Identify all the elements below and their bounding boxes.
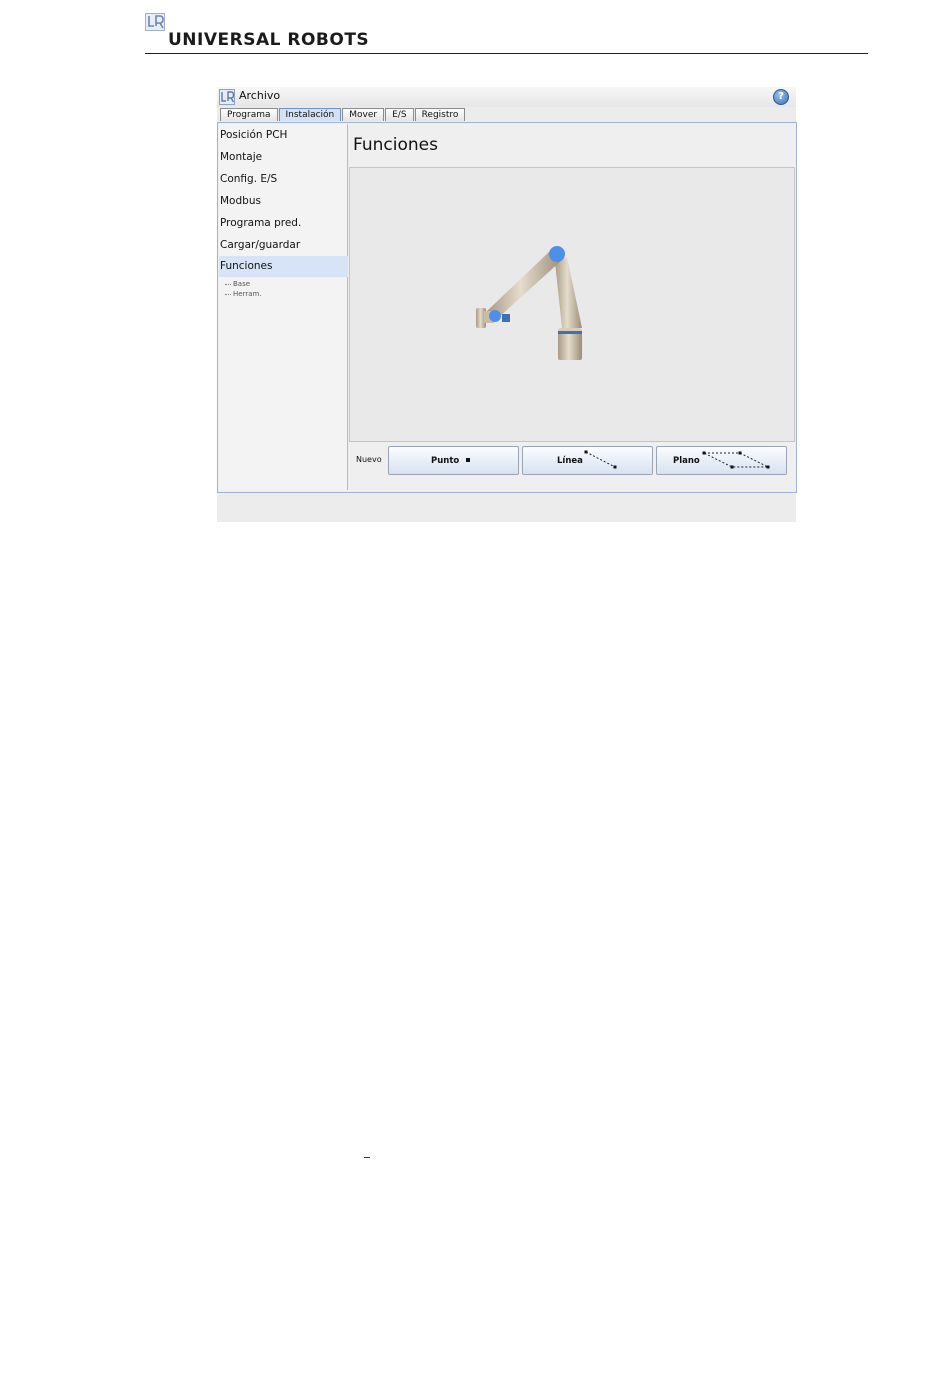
- polyscope-window: [217, 87, 796, 522]
- tree-item-label: Base: [233, 280, 251, 288]
- tree-connector: [225, 294, 231, 295]
- tab-mover[interactable]: Mover: [342, 108, 384, 121]
- robot-arm-illustration: [350, 168, 794, 441]
- status-bar: [217, 493, 796, 522]
- ur-logo-icon: [145, 13, 165, 31]
- tree-item-label: Herram.: [233, 290, 262, 298]
- file-menu[interactable]: Archivo: [239, 89, 281, 102]
- tree-item-herram[interactable]: [225, 290, 262, 298]
- tab-registro[interactable]: Registro: [415, 108, 466, 121]
- tab-programa[interactable]: Programa: [220, 108, 278, 121]
- brand-name: UNIVERSAL ROBOTS: [168, 30, 370, 50]
- sidebar-item-funciones[interactable]: Funciones: [219, 256, 348, 277]
- robot-upper-arm: [487, 250, 562, 319]
- robot-3d-view[interactable]: [349, 167, 795, 442]
- document-header: [145, 10, 868, 55]
- page-mark: [364, 1157, 370, 1158]
- sidebar-item-cargar-guardar[interactable]: Cargar/guardar: [220, 239, 301, 251]
- line-icon: [583, 449, 619, 471]
- tree-connector: [225, 284, 231, 285]
- new-feature-bar: [349, 443, 793, 475]
- sidebar-item-config-es[interactable]: Config. E/S: [220, 173, 278, 185]
- new-point-button[interactable]: [388, 446, 519, 475]
- button-label: Punto: [431, 456, 460, 466]
- new-plane-button[interactable]: [656, 446, 787, 475]
- sidebar-item-modbus[interactable]: Modbus: [220, 195, 261, 207]
- title-bar: [217, 87, 796, 107]
- joint-marker-tcp: [489, 310, 501, 322]
- sidebar-item-programa-pred[interactable]: Programa pred.: [220, 217, 302, 229]
- robot-lower-arm: [555, 257, 582, 328]
- plane-icon: [700, 449, 772, 471]
- new-line-button[interactable]: [522, 446, 653, 475]
- installation-panel: [217, 122, 797, 493]
- robot-base: [558, 330, 582, 360]
- tab-instalacion[interactable]: Instalación: [279, 108, 342, 121]
- sidebar-item-montaje[interactable]: Montaje: [220, 151, 263, 163]
- sidebar-item-posicion-pch[interactable]: Posición PCH: [220, 129, 288, 141]
- new-label: Nuevo: [356, 455, 382, 464]
- ur-logo-icon: [219, 89, 235, 105]
- header-divider: [145, 53, 868, 54]
- installation-sidebar: [219, 124, 348, 490]
- main-tabs: [220, 108, 466, 122]
- joint-marker-elbow: [549, 246, 565, 262]
- tree-item-base[interactable]: [225, 280, 250, 288]
- help-icon[interactable]: ?: [773, 89, 789, 105]
- page-title: Funciones: [353, 135, 438, 155]
- button-label: Plano: [673, 456, 700, 466]
- button-label: Línea: [557, 456, 583, 466]
- point-icon: [465, 457, 471, 463]
- tab-es[interactable]: E/S: [385, 108, 413, 121]
